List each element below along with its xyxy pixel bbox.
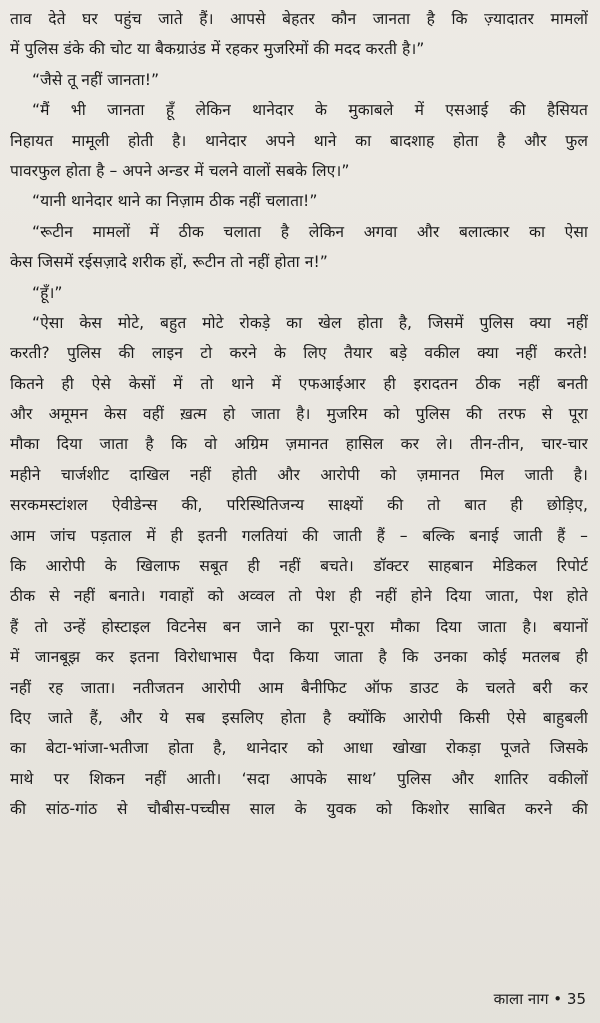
text-line: में पुलिस डंके की चोट या बैकग्राउंड में रहकर मुजरिमों की मदद करती है।” — [10, 40, 425, 59]
text-line: ठीक से नहीं बनाते। गवाहों को अव्वल तो पेश ही नहीं होने दिया जाता, पेश होते — [10, 587, 588, 606]
text-line: और अमूमन केस वहीं ख़त्म हो जाता है। मुजरिम को पुलिस की तरफ से पूरा — [10, 405, 588, 424]
text-line: की सांठ-गांठ से चौबीस-पच्चीस साल के युवक को किशोर साबित करने की — [10, 800, 588, 819]
text-line: “यानी थानेदार थाने का निज़ाम ठीक नहीं चलाता!” — [32, 192, 318, 211]
text-line: मौका दिया जाता है कि वो अग्रिम ज़मानत हासिल कर ले। तीन-तीन, चार-चार — [10, 435, 588, 454]
text-line: “मैं भी जानता हूँ लेकिन थानेदार के मुकाबले में एसआई की हैसियत — [32, 101, 588, 120]
text-line: कि आरोपी के खिलाफ सबूत ही नहीं बचते। डॉक्टर साहबान मेडिकल रिपोर्ट — [10, 557, 588, 576]
text-line: “हूँ।” — [32, 283, 63, 302]
text-line: सरकमस्टांशल ऐवीडेन्स की, परिस्थितिजन्य साक्ष्यों की तो बात ही छोड़िए, — [10, 496, 588, 515]
text-line: पावरफुल होता है – अपने अन्डर में चलने वालों सबके लिए।” — [10, 161, 350, 180]
text-line: ताव देते घर पहुंच जाते हैं। आपसे बेहतर कौन जानता है कि ज़्यादातर मामलों — [10, 10, 588, 28]
text-line: करती? पुलिस की लाइन टो करने के लिए तैयार बड़े वकील क्या नहीं करते! — [10, 344, 588, 363]
text-line: “रूटीन मामलों में ठीक चलाता है लेकिन अगवा और बलात्कार का ऐसा — [32, 222, 588, 241]
page-footer: काला नाग • 35 — [493, 990, 586, 1008]
text-line: दिए जाते हैं, और ये सब इसलिए होता है क्योंकि आरोपी किसी ऐसे बाहुबली — [10, 708, 588, 727]
text-line: में जानबूझ कर इतना विरोधाभास पैदा किया जाता है कि उनका कोई मतलब ही — [10, 648, 588, 667]
text-line: कितने ही ऐसे केसों में तो थाने में एफआईआर ही इरादतन ठीक नहीं बनती — [10, 374, 588, 393]
text-line: माथे पर शिकन नहीं आती। ‘सदा आपके साथ’ पुलिस और शातिर वकीलों — [10, 769, 588, 788]
text-line: हैं तो उन्हें होस्टाइल विटनेस बन जाने का पूरा-पूरा मौका दिया जाता है। बयानों — [10, 617, 588, 636]
text-line: केस जिसमें रईसज़ादे शरीक हों, रूटीन तो नहीं होता न!” — [10, 253, 328, 272]
text-line: “ऐसा केस मोटे, बहुत मोटे रोकड़े का खेल होता है, जिसमें पुलिस क्या नहीं — [32, 313, 588, 332]
text-line: निहायत मामूली होती है। थानेदार अपने थाने का बादशाह होता है और फुल — [10, 131, 588, 150]
text-line: “जैसे तू नहीं जानता!” — [32, 70, 160, 89]
text-line: आम जांच पड़ताल में ही इतनी गलतियां की जाती हैं – बल्कि बनाई जाती हैं – — [10, 526, 588, 545]
text-line: महीने चार्जशीट दाखिल नहीं होती और आरोपी को ज़मानत मिल जाती है। — [10, 465, 588, 484]
text-line: नहीं रह जाता। नतीजतन आरोपी आम बैनीफिट ऑफ डाउट के चलते बरी कर — [10, 678, 588, 697]
text-line: का बेटा-भांजा-भतीजा होता है, थानेदार को आधा खोखा रोकड़ा पूजते जिसके — [10, 739, 588, 758]
